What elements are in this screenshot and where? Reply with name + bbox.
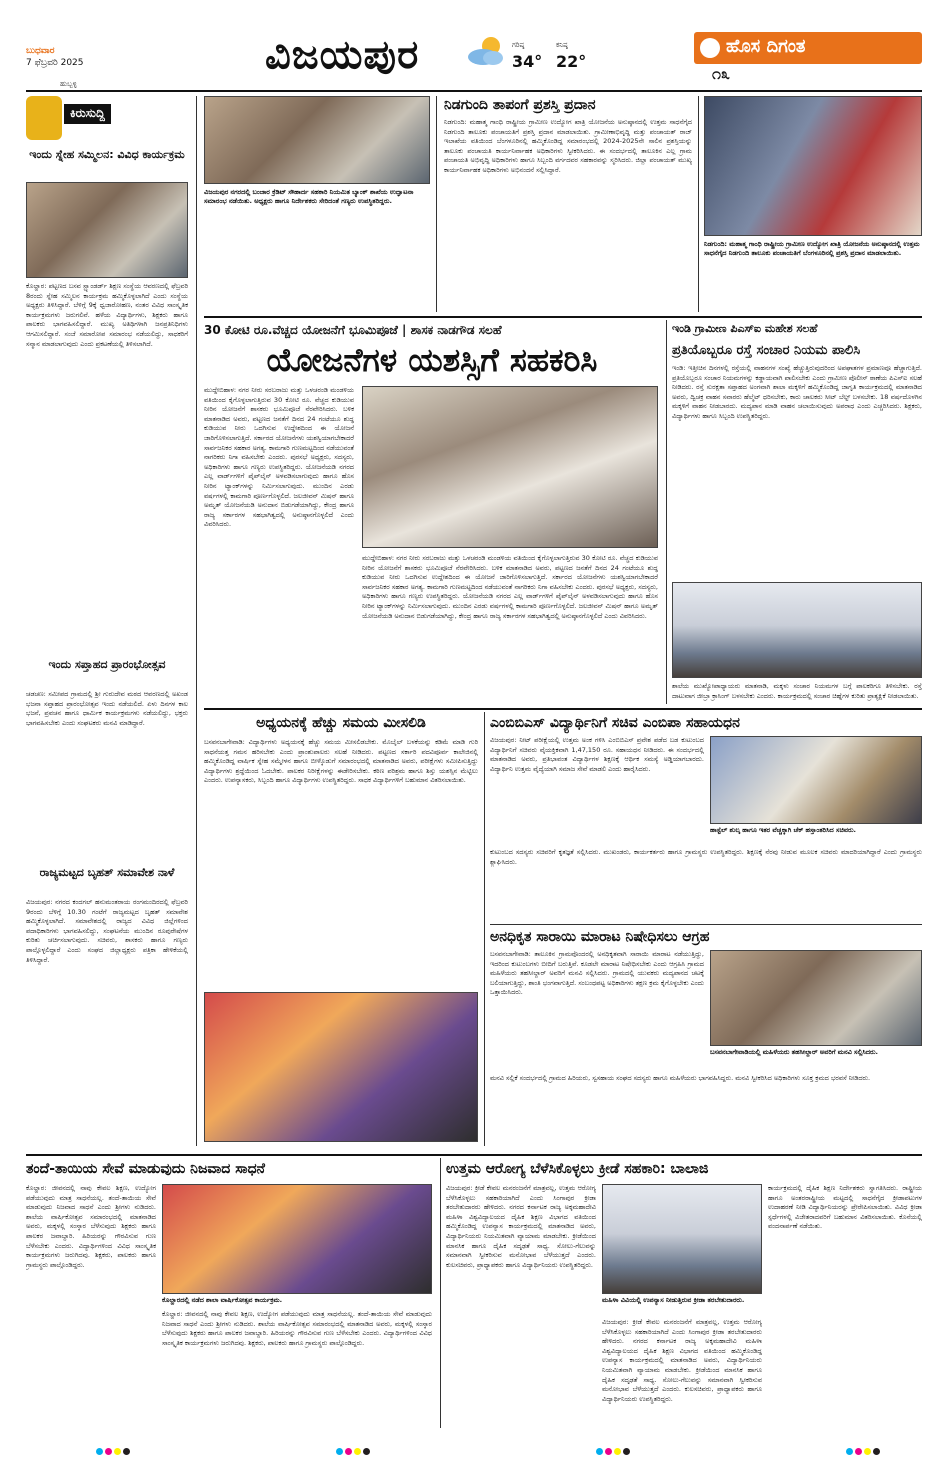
kirusuddi-banner [26, 96, 116, 142]
mbbs-photo [710, 736, 922, 824]
lead-text-left: ಮುದ್ದೇಬಿಹಾಳ: ನಗರ ನೀರು ಸರಬರಾಜು ಮತ್ತು ಒಳಚರಂಡಿ ಮಂಡಳಿಯ ವತಿಯಿಂದ ಕೈಗೊಳ್ಳಲಾಗುತ್ತಿರುವ 30 ಕೋಟಿ ರೂ. ವೆಚ್ಚದ ಕುಡಿಯುವ ನೀರಿನ ಯೋಜನೆಗೆ ಶಾಸಕರು ಭೂಮಿಪೂಜೆ ನೆರವೇರಿಸಿದರು. ಬಳಿಕ ಮಾತನಾಡಿದ ಅವರು, ಪಟ್ಟಣದ ಜನತೆಗೆ ದಿನದ 24 ಗಂಟೆಯೂ ಶುದ್ಧ ಕುಡಿಯುವ ನೀರು ಒದಗಿಸುವ ಉದ್ದೇಶದಿಂದ ಈ ಯೋಜನೆ ಜಾರಿಗೊಳಿಸಲಾಗುತ್ತಿದೆ. ಸರ್ಕಾರದ ಯೋಜನೆಗಳು ಯಶಸ್ವಿಯಾಗಬೇಕಾದರೆ ಸಾರ್ವಜನಿಕರ ಸಹಕಾರ ಅಗತ್ಯ. ಕಾಮಗಾರಿ ಗುಣಮಟ್ಟದಿಂದ ನಡೆಯುವಂತೆ ನಾಗರಿಕರು ನಿಗಾ ವಹಿಸಬೇಕು ಎಂದರು. ಪುರಸಭೆ ಅಧ್ಯಕ್ಷರು, ಸದಸ್ಯರು, ಅಧಿಕಾರಿಗಳು ಹಾಗೂ ಗಣ್ಯರು ಉಪಸ್ಥಿತರಿದ್ದರು. ಯೋಜನೆಯಡಿ ನಗರದ ಎಲ್ಲ ವಾರ್ಡ್‌ಗಳಿಗೆ ಪೈಪ್‌ಲೈನ್ ಅಳವಡಿಸಲಾಗುವುದು ಹಾಗೂ ಹೊಸ ನೀರಿನ ಟ್ಯಾಂಕ್‌ಗಳನ್ನು ನಿರ್ಮಿಸಲಾಗುವುದು. ಮುಂದಿನ ಎರಡು ವರ್ಷಗಳಲ್ಲಿ ಕಾಮಗಾರಿ ಪೂರ್ಣಗೊಳ್ಳಲಿದೆ. ಜಲಜೀವನ್ ಮಿಷನ್ ಹಾಗೂ ಅಮೃತ್ ಯೋಜನೆಯಡಿ ಅನುದಾನ ಬಿಡುಗಡೆಯಾಗಿದ್ದು, ಕೇಂದ್ರ ಹಾಗೂ ರಾಜ್ಯ ಸರ್ಕಾರಗಳ ಸಹಭಾಗಿತ್ವದಲ್ಲಿ ಅನುಷ್ಠಾನಗೊಳ್ಳಲಿದೆ ಎಂದು ವಿವರಿಸಿದರು. [204, 386, 354, 529]
kirusuddi-item2-text: ಚಡಚಣ: ಸಮೀಪದ ಗ್ರಾಮದಲ್ಲಿ ಶ್ರೀ ಗುರುದೇವ ಮಠದ ಆವರಣದಲ್ಲಿ ಅಖಂಡ ಭಜನಾ ಸಪ್ತಾಹದ ಪ್ರಾರಂಭೋತ್ಸವ ಇಂದು ನಡೆಯಲಿದೆ. ಏಳು ದಿನಗಳ ಕಾಲ ಭಜನೆ, ಪ್ರವಚನ ಹಾಗೂ ಧಾರ್ಮಿಕ ಕಾರ್ಯಕ್ರಮಗಳು ನಡೆಯಲಿದ್ದು, ಭಕ್ತರು ಭಾಗವಹಿಸಬೇಕು ಎಂದು ಸಂಘಟಕರು ಮನವಿ ಮಾಡಿದ್ದಾರೆ. [26, 690, 188, 727]
temp-max: 34° [512, 52, 543, 71]
right-headline: ಪ್ರತಿಯೊಬ್ಬರೂ ರಸ್ತೆ ಸಂಚಾರ ನಿಯಮ ಪಾಲಿಸಿ [672, 343, 861, 358]
bottom-left-headline: ತಂದೆ-ತಾಯಿಯ ಸೇವೆ ಮಾಡುವುದು ನಿಜವಾದ ಸಾಧನೆ [26, 1161, 265, 1177]
mbbs-text: ವಿಜಯಪುರ: ನೀಟ್ ಪರೀಕ್ಷೆಯಲ್ಲಿ ಉತ್ತಮ ಅಂಕ ಗಳಿಸಿ ಎಂಬಿಬಿಎಸ್ ಪ್ರವೇಶ ಪಡೆದ ಬಡ ಕುಟುಂಬದ ವಿದ್ಯಾರ್ಥಿನಿಗೆ ಸಚಿವರು ವೈಯಕ್ತಿಕವಾಗಿ 1,47,150 ರೂ. ಸಹಾಯಧನ ನೀಡಿದರು. ಈ ಸಂದರ್ಭದಲ್ಲಿ ಮಾತನಾಡಿದ ಅವರು, ಪ್ರತಿಭಾವಂತ ವಿದ್ಯಾರ್ಥಿಗಳ ಶಿಕ್ಷಣಕ್ಕೆ ಆರ್ಥಿಕ ಸಮಸ್ಯೆ ಅಡ್ಡಿಯಾಗಬಾರದು. ವಿದ್ಯಾರ್ಥಿನಿ ಉತ್ತಮ ವೈದ್ಯೆಯಾಗಿ ಸಮಾಜ ಸೇವೆ ಮಾಡಲಿ ಎಂದು ಹಾರೈಸಿದರು. [490, 736, 704, 773]
registration-marks-left [96, 1440, 132, 1459]
section-rule [490, 924, 922, 925]
liquor-text2: ಮನವಿ ಸಲ್ಲಿಕೆ ಸಂದರ್ಭದಲ್ಲಿ ಗ್ರಾಮದ ಹಿರಿಯರು, ಸ್ವಸಹಾಯ ಸಂಘದ ಸದಸ್ಯರು ಹಾಗೂ ಮಹಿಳೆಯರು ಭಾಗವಹಿಸಿದ್ದರು. ಮನವಿ ಸ್ವೀಕರಿಸಿದ ಅಧಿಕಾರಿಗಳು ಸೂಕ್ತ ಕ್ರಮದ ಭರವಸೆ ನೀಡಿದರು. [490, 1074, 871, 1082]
lead-text-right: ಮುದ್ದೇಬಿಹಾಳ: ನಗರ ನೀರು ಸರಬರಾಜು ಮತ್ತು ಒಳಚರಂಡಿ ಮಂಡಳಿಯ ವತಿಯಿಂದ ಕೈಗೊಳ್ಳಲಾಗುತ್ತಿರುವ 30 ಕೋಟಿ ರೂ. ವೆಚ್ಚದ ಕುಡಿಯುವ ನೀರಿನ ಯೋಜನೆಗೆ ಶಾಸಕರು ಭೂಮಿಪೂಜೆ ನೆರವೇರಿಸಿದರು. ಬಳಿಕ ಮಾತನಾಡಿದ ಅವರು, ಪಟ್ಟಣದ ಜನತೆಗೆ ದಿನದ 24 ಗಂಟೆಯೂ ಶುದ್ಧ ಕುಡಿಯುವ ನೀರು ಒದಗಿಸುವ ಉದ್ದೇಶದಿಂದ ಈ ಯೋಜನೆ ಜಾರಿಗೊಳಿಸಲಾಗುತ್ತಿದೆ. ಸರ್ಕಾರದ ಯೋಜನೆಗಳು ಯಶಸ್ವಿಯಾಗಬೇಕಾದರೆ ಸಾರ್ವಜನಿಕರ ಸಹಕಾರ ಅಗತ್ಯ. ಕಾಮಗಾರಿ ಗುಣಮಟ್ಟದಿಂದ ನಡೆಯುವಂತೆ ನಾಗರಿಕರು ನಿಗಾ ವಹಿಸಬೇಕು ಎಂದರು. ಪುರಸಭೆ ಅಧ್ಯಕ್ಷರು, ಸದಸ್ಯರು, ಅಧಿಕಾರಿಗಳು ಹಾಗೂ ಗಣ್ಯರು ಉಪಸ್ಥಿತರಿದ್ದರು. ಯೋಜನೆಯಡಿ ನಗರದ ಎಲ್ಲ ವಾರ್ಡ್‌ಗಳಿಗೆ ಪೈಪ್‌ಲೈನ್ ಅಳವಡಿಸಲಾಗುವುದು ಹಾಗೂ ಹೊಸ ನೀರಿನ ಟ್ಯಾಂಕ್‌ಗಳನ್ನು ನಿರ್ಮಿಸಲಾಗುವುದು. ಮುಂದಿನ ಎರಡು ವರ್ಷಗಳಲ್ಲಿ ಕಾಮಗಾರಿ ಪೂರ್ಣಗೊಳ್ಳಲಿದೆ. ಜಲಜೀವನ್ ಮಿಷನ್ ಹಾಗೂ ಅಮೃತ್ ಯೋಜನೆಯಡಿ ಅನುದಾನ ಬಿಡುಗಡೆಯಾಗಿದ್ದು, ಕೇಂದ್ರ ಹಾಗೂ ರಾಜ್ಯ ಸರ್ಕಾರಗಳ ಸಹಭಾಗಿತ್ವದಲ್ಲಿ ಅನುಷ್ಠಾನಗೊಳ್ಳಲಿದೆ ಎಂದು ವಿವರಿಸಿದರು. [362, 554, 658, 620]
liquor-story [490, 926, 922, 1146]
right-photo [672, 582, 922, 678]
bottom-right-story [446, 1158, 922, 1428]
kirusuddi-item1-text: ಕೊಲ್ಹಾರ: ಪಟ್ಟಣದ ಬಸವ ಸ್ಟ್ಯಾಂಡರ್ಡ್ ಶಿಕ್ಷಣ ಸಂಸ್ಥೆಯ ಆವರಣದಲ್ಲಿ ಫೆಬ್ರವರಿ 8ರಂದು ಸ್ನೇಹ ಸಮ್ಮಿಲನ ಕಾರ್ಯಕ್ರಮ ಹಮ್ಮಿಕೊಳ್ಳಲಾಗಿದೆ ಎಂದು ಸಂಸ್ಥೆಯ ಅಧ್ಯಕ್ಷರು ತಿಳಿಸಿದ್ದಾರೆ. ಬೆಳಿಗ್ಗೆ 9ಕ್ಕೆ ಧ್ವಜಾರೋಹಣ, ನಂತರ ವಿವಿಧ ಸಾಂಸ್ಕೃತಿಕ ಕಾರ್ಯಕ್ರಮಗಳು ಜರುಗಲಿವೆ. ಹಳೆಯ ವಿದ್ಯಾರ್ಥಿಗಳು, ಶಿಕ್ಷಕರು ಹಾಗೂ ಪಾಲಕರು ಭಾಗವಹಿಸಲಿದ್ದಾರೆ. ಮುಖ್ಯ ಅತಿಥಿಗಳಾಗಿ ಜನಪ್ರತಿನಿಧಿಗಳು ಆಗಮಿಸಲಿದ್ದಾರೆ. ಸಂಜೆ ಸಮಾರೋಪ ಸಮಾರಂಭ ನಡೆಯಲಿದ್ದು, ಸಾಧಕರಿಗೆ ಸನ್ಮಾನ ಮಾಡಲಾಗುವುದು ಎಂದು ಪ್ರಕಟಣೆಯಲ್ಲಿ ತಿಳಿಸಲಾಗಿದೆ. [26, 282, 188, 348]
registration-dot [605, 1448, 612, 1455]
registration-dot [96, 1448, 103, 1455]
registration-dot [596, 1448, 603, 1455]
registration-marks-center-left [336, 1440, 372, 1459]
brand-name: ಹೊಸ ದಿಗಂತ [726, 36, 806, 57]
story-b-photo [704, 96, 922, 236]
lead-headline: ಯೋಜನೆಗಳ ಯಶಸ್ಸಿಗೆ ಸಹಕರಿಸಿ [266, 341, 598, 379]
registration-dot [345, 1448, 352, 1455]
registration-dot [614, 1448, 621, 1455]
registration-dot [846, 1448, 853, 1455]
bottom-right-photo-caption: ಮಹಿಳಾ ವಿವಿಯಲ್ಲಿ ಉಪನ್ಯಾಸ ನೀಡುತ್ತಿರುವ ಕ್ರೀಡಾ ತರಬೇತುದಾರರು. [602, 1296, 745, 1304]
column-rule [196, 96, 197, 1146]
page-number: ೧೩ [712, 64, 730, 83]
right-text: ಇಂಡಿ: ಇತ್ತೀಚಿನ ದಿನಗಳಲ್ಲಿ ರಸ್ತೆಯಲ್ಲಿ ವಾಹನಗಳ ಸಂಖ್ಯೆ ಹೆಚ್ಚುತ್ತಿರುವುದರಿಂದ ಅಪಘಾತಗಳ ಪ್ರಮಾಣವೂ ಹೆಚ್ಚಾಗುತ್ತಿದೆ. ಪ್ರತಿಯೊಬ್ಬರೂ ಸಂಚಾರ ನಿಯಮಗಳನ್ನು ಕಡ್ಡಾಯವಾಗಿ ಪಾಲಿಸಬೇಕು ಎಂದು ಗ್ರಾಮೀಣ ಪೊಲೀಸ್ ಠಾಣೆಯ ಪಿಎಸ್‌ಐ ಸಲಹೆ ನೀಡಿದರು. ರಸ್ತೆ ಸುರಕ್ಷತಾ ಸಪ್ತಾಹದ ಅಂಗವಾಗಿ ಶಾಲಾ ಮಕ್ಕಳಿಗೆ ಹಮ್ಮಿಕೊಂಡಿದ್ದ ಜಾಗೃತಿ ಕಾರ್ಯಕ್ರಮದಲ್ಲಿ ಮಾತನಾಡಿದ ಅವರು, ದ್ವಿಚಕ್ರ ವಾಹನ ಸವಾರರು ಹೆಲ್ಮೆಟ್ ಧರಿಸಬೇಕು, ಕಾರು ಚಾಲಕರು ಸೀಟ್ ಬೆಲ್ಟ್ ಬಳಸಬೇಕು. 18 ವರ್ಷದೊಳಗಿನ ಮಕ್ಕಳಿಗೆ ವಾಹನ ನೀಡಬಾರದು. ಮದ್ಯಪಾನ ಮಾಡಿ ವಾಹನ ಚಲಾಯಿಸುವುದು ಅಪರಾಧ ಎಂದು ಎಚ್ಚರಿಸಿದರು. ಶಿಕ್ಷಕರು, ವಿದ್ಯಾರ್ಥಿಗಳು ಹಾಗೂ ಸಿಬ್ಬಂದಿ ಉಪಸ್ಥಿತರಿದ್ದರು. [672, 364, 922, 420]
column-rule [666, 320, 667, 704]
bottom-right-headline: ಉತ್ತಮ ಆರೋಗ್ಯ ಬೆಳೆಸಿಕೊಳ್ಳಲು ಕ್ರೀಡೆ ಸಹಕಾರಿ: ಬಾಲಾಜಿ [446, 1161, 709, 1177]
edition-label: ಹುಬ್ಬಳ್ಳಿ [60, 80, 77, 88]
story-a-photo [204, 96, 430, 184]
kirusuddi-column [26, 96, 188, 1146]
story-b-text: ನಿಡಗುಂದಿ: ಮಹಾತ್ಮ ಗಾಂಧಿ ರಾಷ್ಟ್ರೀಯ ಗ್ರಾಮೀಣ ಉದ್ಯೋಗ ಖಾತ್ರಿ ಯೋಜನೆಯ ಅನುಷ್ಠಾನದಲ್ಲಿ ಉತ್ತಮ ಸಾಧನೆಗೈದ ನಿಡಗುಂದಿ ತಾಲೂಕು ಪಂಚಾಯತಿಗೆ ಪ್ರಶಸ್ತಿ ಪ್ರದಾನ ಮಾಡಲಾಯಿತು. ಗ್ರಾಮೀಣಾಭಿವೃದ್ಧಿ ಮತ್ತು ಪಂಚಾಯತ್ ರಾಜ್ ಇಲಾಖೆಯ ವತಿಯಿಂದ ಬೆಂಗಳೂರಿನಲ್ಲಿ ಹಮ್ಮಿಕೊಂಡಿದ್ದ ಸಮಾರಂಭದಲ್ಲಿ 2024-2025ನೇ ಸಾಲಿನ ಪ್ರಶಸ್ತಿಯನ್ನು ತಾಲೂಕು ಪಂಚಾಯತಿ ಕಾರ್ಯನಿರ್ವಾಹಕ ಅಧಿಕಾರಿಗಳು ಸ್ವೀಕರಿಸಿದರು. ಈ ಸಂದರ್ಭದಲ್ಲಿ ತಾಲೂಕಿನ ಎಲ್ಲ ಗ್ರಾಮ ಪಂಚಾಯತಿ ಅಭಿವೃದ್ಧಿ ಅಧಿಕಾರಿಗಳು ಹಾಗೂ ಸಿಬ್ಬಂದಿ ವರ್ಗದವರ ಸಹಕಾರವನ್ನು ಸ್ಮರಿಸಿದರು. ಜಿಲ್ಲಾ ಪಂಚಾಯತ್ ಮುಖ್ಯ ಕಾರ್ಯನಿರ್ವಾಹಕ ಅಧಿಕಾರಿಗಳು ಅಭಿನಂದನೆ ಸಲ್ಲಿಸಿದ್ದಾರೆ. [444, 118, 692, 174]
story-a-caption: ವಿಜಯಪುರ ನಗರದಲ್ಲಿ ಬಂಜಾರ ಕ್ರೆಡಿಟ್ ಸೌಹಾರ್ದ ಸಹಕಾರಿ ನಿಯಮಿತ ಬ್ಯಾಂಕ್ ಶಾಖೆಯ ಉದ್ಘಾಟನಾ ಸಮಾರಂಭ ನಡೆಯಿತು. ಅಧ್ಯಕ್ಷರು ಹಾಗೂ ನಿರ್ದೇಶಕರು ಸೇರಿದಂತೆ ಗಣ್ಯರು ಉಪಸ್ಥಿತರಿದ್ದರು. [204, 188, 414, 205]
column-rule [698, 96, 699, 312]
weather-icon [465, 34, 509, 68]
bottom-right-text2: ಕಾರ್ಯಕ್ರಮದಲ್ಲಿ ದೈಹಿಕ ಶಿಕ್ಷಣ ನಿರ್ದೇಶಕರು ಸ್ವಾಗತಿಸಿದರು. ರಾಷ್ಟ್ರೀಯ ಹಾಗೂ ಅಂತರರಾಷ್ಟ್ರೀಯ ಮಟ್ಟದಲ್ಲಿ ಸಾಧನೆಗೈದ ಕ್ರೀಡಾಪಟುಗಳ ಉದಾಹರಣೆ ನೀಡಿ ವಿದ್ಯಾರ್ಥಿನಿಯರನ್ನು ಪ್ರೇರೇಪಿಸಲಾಯಿತು. ವಿವಿಧ ಕ್ರೀಡಾ ಸ್ಪರ್ಧೆಗಳಲ್ಲಿ ವಿಜೇತರಾದವರಿಗೆ ಬಹುಮಾನ ವಿತರಿಸಲಾಯಿತು. ಕೊನೆಯಲ್ಲಿ ವಂದನಾರ್ಪಣೆ ನಡೆಯಿತು. [768, 1184, 922, 1231]
liquor-headline: ಅನಧಿಕೃತ ಸಾರಾಯಿ ಮಾರಾಟ ನಿಷೇಧಿಸಲು ಆಗ್ರಹ [490, 929, 710, 945]
column-rule [436, 96, 437, 312]
temp-min: 22° [556, 52, 587, 71]
column-rule [484, 712, 485, 1146]
registration-dot [873, 1448, 880, 1455]
registration-marks-right [846, 1440, 882, 1459]
kirusuddi-item3-text: ವಿಜಯಪುರ: ನಗರದ ಕಂದಗಲ್ ಹನುಮಂತರಾಯ ರಂಗಮಂದಿರದಲ್ಲಿ ಫೆಬ್ರವರಿ 9ರಂದು ಬೆಳಿಗ್ಗೆ 10.30 ಗಂಟೆಗೆ ರಾಜ್ಯಮಟ್ಟದ ಬೃಹತ್ ಸಮಾವೇಶ ಹಮ್ಮಿಕೊಳ್ಳಲಾಗಿದೆ. ಸಮಾವೇಶದಲ್ಲಿ ರಾಜ್ಯದ ವಿವಿಧ ಜಿಲ್ಲೆಗಳಿಂದ ಪದಾಧಿಕಾರಿಗಳು ಭಾಗವಹಿಸಲಿದ್ದು, ಸಂಘಟನೆಯ ಮುಂದಿನ ರೂಪುರೇಷೆಗಳ ಕುರಿತು ಚರ್ಚಿಸಲಾಗುವುದು. ಸಚಿವರು, ಶಾಸಕರು ಹಾಗೂ ಗಣ್ಯರು ಪಾಲ್ಗೊಳ್ಳಲಿದ್ದಾರೆ ಎಂದು ಸಂಘದ ಜಿಲ್ಲಾಧ್ಯಕ್ಷರು ಪತ್ರಿಕಾ ಹೇಳಿಕೆಯಲ್ಲಿ ತಿಳಿಸಿದ್ದಾರೆ. [26, 898, 188, 964]
registration-dot [855, 1448, 862, 1455]
registration-dot [123, 1448, 130, 1455]
lead-kicker: 30 ಕೋಟಿ ರೂ.ವೆಚ್ಚದ ಯೋಜನೆಗೆ ಭೂಮಿಪೂಜೆ | ಶಾಸಕ ನಾಡಗೌಡ ಸಲಹೆ [204, 323, 502, 337]
mbbs-story [490, 712, 922, 922]
liquor-photo [710, 950, 922, 1046]
right-story [672, 320, 922, 704]
study-photo [204, 992, 478, 1142]
registration-dot [363, 1448, 370, 1455]
liquor-photo-caption: ಬಸವನಬಾಗೇವಾಡಿಯಲ್ಲಿ ಮಹಿಳೆಯರು ತಹಸೀಲ್ದಾರ್ ಅವರಿಗೆ ಮನವಿ ಸಲ್ಲಿಸಿದರು. [710, 1048, 879, 1056]
section-rule [204, 708, 922, 710]
bottom-left-photo-caption: ಕೊಲ್ಹಾರದಲ್ಲಿ ನಡೆದ ಶಾಲಾ ವಾರ್ಷಿಕೋತ್ಸವ ಕಾರ್ಯಕ್ರಮ. [162, 1296, 283, 1304]
date-label: 7 ಫೆಬ್ರವರಿ 2025 [26, 58, 84, 68]
registration-dot [864, 1448, 871, 1455]
masthead [0, 0, 945, 92]
hand-icon [26, 96, 62, 140]
registration-dot [623, 1448, 630, 1455]
mbbs-headline: ಎಂಬಿಬಿಎಸ್ ವಿದ್ಯಾರ್ಥಿನಿಗೆ ಸಚಿವ ಎಂಬಿಪಾ ಸಹಾಯಧನ [490, 715, 740, 731]
bottom-right-photo [602, 1184, 762, 1294]
masthead-rule [26, 90, 922, 92]
lamp-icon [700, 38, 720, 58]
city-title: ವಿಜಯಪುರ [265, 32, 420, 78]
bottom-left-story [26, 1158, 432, 1428]
story-b-photo-caption: ನಿಡಗುಂದಿ: ಮಹಾತ್ಮ ಗಾಂಧಿ ರಾಷ್ಟ್ರೀಯ ಗ್ರಾಮೀಣ ಉದ್ಯೋಗ ಖಾತ್ರಿ ಯೋಜನೆಯ ಅನುಷ್ಠಾನದಲ್ಲಿ ಉತ್ತಮ ಸಾಧನೆಗೈದ ನಿಡಗುಂದಿ ತಾಲೂಕು ಪಂಚಾಯತಿಗೆ ಬೆಂಗಳೂರಿನಲ್ಲಿ ಪ್ರಶಸ್ತಿ ಪ್ರದಾನ ಮಾಡಲಾಯಿತು. [704, 240, 920, 257]
column-rule [440, 1158, 441, 1428]
kirusuddi-item3-title: ರಾಜ್ಯಮಟ್ಟದ ಬೃಹತ್ ಸಮಾವೇಶ ನಾಳೆ [39, 866, 175, 879]
bottom-right-text: ವಿಜಯಪುರ: ಕ್ರೀಡೆ ಕೇವಲ ಮನರಂಜನೆಗೆ ಮಾತ್ರವಲ್ಲ, ಉತ್ತಮ ಆರೋಗ್ಯ ಬೆಳೆಸಿಕೊಳ್ಳಲು ಸಹಕಾರಿಯಾಗಿದೆ ಎಂದು ಸಿಂಗಾಪುರ ಕ್ರೀಡಾ ತರಬೇತುದಾರರು ಹೇಳಿದರು. ನಗರದ ಕರ್ನಾಟಕ ರಾಜ್ಯ ಅಕ್ಕಮಹಾದೇವಿ ಮಹಿಳಾ ವಿಶ್ವವಿದ್ಯಾಲಯದ ದೈಹಿಕ ಶಿಕ್ಷಣ ವಿಭಾಗದ ವತಿಯಿಂದ ಹಮ್ಮಿಕೊಂಡಿದ್ದ ಉಪನ್ಯಾಸ ಕಾರ್ಯಕ್ರಮದಲ್ಲಿ ಮಾತನಾಡಿದ ಅವರು, ವಿದ್ಯಾರ್ಥಿನಿಯರು ನಿಯಮಿತವಾಗಿ ವ್ಯಾಯಾಮ ಮಾಡಬೇಕು. ಕ್ರೀಡೆಯಿಂದ ಮಾನಸಿಕ ಹಾಗೂ ದೈಹಿಕ ಸದೃಢತೆ ಸಾಧ್ಯ. ಸೋಲು-ಗೆಲುವನ್ನು ಸಮಾನವಾಗಿ ಸ್ವೀಕರಿಸುವ ಮನೋಭಾವ ಬೆಳೆಯುತ್ತದೆ ಎಂದರು. ಕುಲಸಚಿವರು, ಪ್ರಾಧ್ಯಾಪಕರು ಹಾಗೂ ವಿದ್ಯಾರ್ಥಿನಿಯರು ಉಪಸ್ಥಿತರಿದ್ದರು. [446, 1184, 596, 1269]
registration-dot [336, 1448, 343, 1455]
lead-photo [362, 386, 658, 548]
study-headline: ಅಧ್ಯಯನಕ್ಕೆ ಹೆಚ್ಚು ಸಮಯ ಮೀಸಲಿಡಿ [256, 715, 426, 731]
registration-dot [105, 1448, 112, 1455]
bottom-left-text: ಕೊಲ್ಹಾರ: ಜೀವನದಲ್ಲಿ ನಾವು ಕೇವಲ ಶಿಕ್ಷಣ, ಉದ್ಯೋಗ ಪಡೆಯುವುದು ಮಾತ್ರ ಸಾಧನೆಯಲ್ಲ. ತಂದೆ-ತಾಯಿಯ ಸೇವೆ ಮಾಡುವುದು ನಿಜವಾದ ಸಾಧನೆ ಎಂದು ಶ್ರೀಗಳು ನುಡಿದರು. ಶಾಲೆಯ ವಾರ್ಷಿಕೋತ್ಸವ ಸಮಾರಂಭದಲ್ಲಿ ಮಾತನಾಡಿದ ಅವರು, ಮಕ್ಕಳಲ್ಲಿ ಸಂಸ್ಕಾರ ಬೆಳೆಸುವುದು ಶಿಕ್ಷಕರು ಹಾಗೂ ಪಾಲಕರ ಜವಾಬ್ದಾರಿ. ಹಿರಿಯರನ್ನು ಗೌರವಿಸುವ ಗುಣ ಬೆಳೆಸಬೇಕು ಎಂದರು. ವಿದ್ಯಾರ್ಥಿಗಳಿಂದ ವಿವಿಧ ಸಾಂಸ್ಕೃತಿಕ ಕಾರ್ಯಕ್ರಮಗಳು ಜರುಗಿದವು. ಶಿಕ್ಷಕರು, ಪಾಲಕರು ಹಾಗೂ ಗ್ರಾಮಸ್ಥರು ಪಾಲ್ಗೊಂಡಿದ್ದರು. [26, 1184, 156, 1269]
kirusuddi-item1-photo [26, 182, 188, 278]
brand-logo [694, 32, 922, 64]
temp-max-label: ಗರಿಷ್ಠ [512, 41, 525, 49]
lead-story [204, 320, 660, 704]
temp-min-label: ಕನಿಷ್ಠ [556, 41, 568, 49]
mbbs-text2: ಕುಟುಂಬದ ಸದಸ್ಯರು ಸಚಿವರಿಗೆ ಕೃತಜ್ಞತೆ ಸಲ್ಲಿಸಿದರು. ಮುಖಂಡರು, ಕಾರ್ಯಕರ್ತರು ಹಾಗೂ ಗ್ರಾಮಸ್ಥರು ಉಪಸ್ಥಿತರಿದ್ದರು. ಶಿಕ್ಷಣಕ್ಕೆ ನೆರವು ನೀಡುವ ಮೂಲಕ ಸಚಿವರು ಮಾದರಿಯಾಗಿದ್ದಾರೆ ಎಂದು ಗ್ರಾಮಸ್ಥರು ಶ್ಲಾಘಿಸಿದರು. [490, 848, 922, 866]
right-text2: ಶಾಲೆಯ ಮುಖ್ಯೋಪಾಧ್ಯಾಯರು ಮಾತನಾಡಿ, ಮಕ್ಕಳು ಸಂಚಾರ ನಿಯಮಗಳ ಬಗ್ಗೆ ಪಾಲಕರಿಗೂ ತಿಳಿಸಬೇಕು. ರಸ್ತೆ ದಾಟುವಾಗ ಜೀಬ್ರಾ ಕ್ರಾಸಿಂಗ್ ಬಳಸಬೇಕು ಎಂದರು. ಕಾರ್ಯಕ್ರಮದಲ್ಲಿ ಸಂಚಾರ ಚಿಹ್ನೆಗಳ ಕುರಿತು ಪ್ರಾತ್ಯಕ್ಷಿಕೆ ನೀಡಲಾಯಿತು. [672, 682, 922, 700]
kirusuddi-item2-title: ಇಂದು ಸಪ್ತಾಹದ ಪ್ರಾರಂಭೋತ್ಸವ [48, 658, 166, 671]
bottom-right-text-mid: ವಿಜಯಪುರ: ಕ್ರೀಡೆ ಕೇವಲ ಮನರಂಜನೆಗೆ ಮಾತ್ರವಲ್ಲ, ಉತ್ತಮ ಆರೋಗ್ಯ ಬೆಳೆಸಿಕೊಳ್ಳಲು ಸಹಕಾರಿಯಾಗಿದೆ ಎಂದು ಸಿಂಗಾಪುರ ಕ್ರೀಡಾ ತರಬೇತುದಾರರು ಹೇಳಿದರು. ನಗರದ ಕರ್ನಾಟಕ ರಾಜ್ಯ ಅಕ್ಕಮಹಾದೇವಿ ಮಹಿಳಾ ವಿಶ್ವವಿದ್ಯಾಲಯದ ದೈಹಿಕ ಶಿಕ್ಷಣ ವಿಭಾಗದ ವತಿಯಿಂದ ಹಮ್ಮಿಕೊಂಡಿದ್ದ ಉಪನ್ಯಾಸ ಕಾರ್ಯಕ್ರಮದಲ್ಲಿ ಮಾತನಾಡಿದ ಅವರು, ವಿದ್ಯಾರ್ಥಿನಿಯರು ನಿಯಮಿತವಾಗಿ ವ್ಯಾಯಾಮ ಮಾಡಬೇಕು. ಕ್ರೀಡೆಯಿಂದ ಮಾನಸಿಕ ಹಾಗೂ ದೈಹಿಕ ಸದೃಢತೆ ಸಾಧ್ಯ. ಸೋಲು-ಗೆಲುವನ್ನು ಸಮಾನವಾಗಿ ಸ್ವೀಕರಿಸುವ ಮನೋಭಾವ ಬೆಳೆಯುತ್ತದೆ ಎಂದರು. ಕುಲಸಚಿವರು, ಪ್ರಾಧ್ಯಾಪಕರು ಹಾಗೂ ವಿದ್ಯಾರ್ಥಿನಿಯರು ಉಪಸ್ಥಿತರಿದ್ದರು. [602, 1318, 762, 1403]
study-story [204, 712, 478, 1146]
section-rule [204, 316, 922, 318]
registration-dot [114, 1448, 121, 1455]
kirusuddi-label: ಕಿರುಸುದ್ದಿ [64, 104, 111, 124]
story-b-headline: ನಿಡಗುಂದಿ ತಾಪಂಗೆ ಪ್ರಶಸ್ತಿ ಪ್ರದಾನ [444, 97, 596, 113]
bottom-left-photo [162, 1184, 432, 1294]
day-label: ಬುಧವಾರ [26, 46, 55, 56]
section-rule [26, 1154, 922, 1156]
registration-dot [354, 1448, 361, 1455]
bottom-left-text2: ಕೊಲ್ಹಾರ: ಜೀವನದಲ್ಲಿ ನಾವು ಕೇವಲ ಶಿಕ್ಷಣ, ಉದ್ಯೋಗ ಪಡೆಯುವುದು ಮಾತ್ರ ಸಾಧನೆಯಲ್ಲ. ತಂದೆ-ತಾಯಿಯ ಸೇವೆ ಮಾಡುವುದು ನಿಜವಾದ ಸಾಧನೆ ಎಂದು ಶ್ರೀಗಳು ನುಡಿದರು. ಶಾಲೆಯ ವಾರ್ಷಿಕೋತ್ಸವ ಸಮಾರಂಭದಲ್ಲಿ ಮಾತನಾಡಿದ ಅವರು, ಮಕ್ಕಳಲ್ಲಿ ಸಂಸ್ಕಾರ ಬೆಳೆಸುವುದು ಶಿಕ್ಷಕರು ಹಾಗೂ ಪಾಲಕರ ಜವಾಬ್ದಾರಿ. ಹಿರಿಯರನ್ನು ಗೌರವಿಸುವ ಗುಣ ಬೆಳೆಸಬೇಕು ಎಂದರು. ವಿದ್ಯಾರ್ಥಿಗಳಿಂದ ವಿವಿಧ ಸಾಂಸ್ಕೃತಿಕ ಕಾರ್ಯಕ್ರಮಗಳು ಜರುಗಿದವು. ಶಿಕ್ಷಕರು, ಪಾಲಕರು ಹಾಗೂ ಗ್ರಾಮಸ್ಥರು ಪಾಲ್ಗೊಂಡಿದ್ದರು. [162, 1310, 432, 1347]
study-text: ಬಸವನಬಾಗೇವಾಡಿ: ವಿದ್ಯಾರ್ಥಿಗಳು ಅಧ್ಯಯನಕ್ಕೆ ಹೆಚ್ಚು ಸಮಯ ಮೀಸಲಿಡಬೇಕು. ಮೊಬೈಲ್ ಬಳಕೆಯನ್ನು ಕಡಿಮೆ ಮಾಡಿ ಗುರಿ ಸಾಧನೆಯತ್ತ ಗಮನ ಹರಿಸಬೇಕು ಎಂದು ಪ್ರಾಂಶುಪಾಲರು ಸಲಹೆ ನೀಡಿದರು. ಪಟ್ಟಣದ ಸರ್ಕಾರಿ ಪದವಿಪೂರ್ವ ಕಾಲೇಜಿನಲ್ಲಿ ಹಮ್ಮಿಕೊಂಡಿದ್ದ ವಾರ್ಷಿಕ ಸ್ನೇಹ ಸಮ್ಮೇಳನ ಹಾಗೂ ಬೀಳ್ಕೊಡುಗೆ ಸಮಾರಂಭದಲ್ಲಿ ಮಾತನಾಡಿದ ಅವರು, ಪರೀಕ್ಷೆಗಳು ಸಮೀಪಿಸುತ್ತಿದ್ದು ವಿದ್ಯಾರ್ಥಿಗಳು ಶ್ರದ್ಧೆಯಿಂದ ಓದಬೇಕು. ಪಾಲಕರ ನಿರೀಕ್ಷೆಗಳನ್ನು ಈಡೇರಿಸಬೇಕು. ಕಠಿಣ ಪರಿಶ್ರಮ ಹಾಗೂ ಶಿಸ್ತು ಯಶಸ್ಸಿನ ಮೆಟ್ಟಿಲು ಎಂದರು. ಉಪನ್ಯಾಸಕರು, ಸಿಬ್ಬಂದಿ ಹಾಗೂ ವಿದ್ಯಾರ್ಥಿಗಳು ಉಪಸ್ಥಿತರಿದ್ದರು. ಸಾಧಕ ವಿದ್ಯಾರ್ಥಿಗಳಿಗೆ ಬಹುಮಾನ ವಿತರಿಸಲಾಯಿತು. [204, 738, 478, 785]
registration-marks-center-right [596, 1440, 632, 1459]
right-kicker: ಇಂಡಿ ಗ್ರಾಮೀಣ ಪಿಎಸ್‌ಐ ಮಹೇಶ ಸಲಹೆ [672, 322, 818, 335]
kirusuddi-item1-title: ಇಂದು ಸ್ನೇಹ ಸಮ್ಮಿಲನ: ವಿವಿಧ ಕಾರ್ಯಕ್ರಮ [29, 148, 185, 161]
mbbs-photo-caption: ಹಾಸ್ಟೆಲ್ ಶುಲ್ಕ ಹಾಗೂ ಇತರ ವೆಚ್ಚಕ್ಕಾಗಿ ಚೆಕ್ ಹಸ್ತಾಂತರಿಸಿದ ಸಚಿವರು. [710, 826, 856, 834]
liquor-text: ಬಸವನಬಾಗೇವಾಡಿ: ತಾಲೂಕಿನ ಗ್ರಾಮವೊಂದರಲ್ಲಿ ಅನಧಿಕೃತವಾಗಿ ಸಾರಾಯಿ ಮಾರಾಟ ನಡೆಯುತ್ತಿದ್ದು, ಇದರಿಂದ ಕುಟುಂಬಗಳು ಬೀದಿಗೆ ಬರುತ್ತಿವೆ. ಕೂಡಲೇ ಮಾರಾಟ ನಿಷೇಧಿಸಬೇಕು ಎಂದು ಆಗ್ರಹಿಸಿ ಗ್ರಾಮದ ಮಹಿಳೆಯರು ತಹಸೀಲ್ದಾರ್ ಅವರಿಗೆ ಮನವಿ ಸಲ್ಲಿಸಿದರು. ಗ್ರಾಮದಲ್ಲಿ ಯುವಕರು ಮದ್ಯಪಾನದ ಚಟಕ್ಕೆ ಬಲಿಯಾಗುತ್ತಿದ್ದು, ಶಾಂತಿ ಭಂಗವಾಗುತ್ತಿದೆ. ಸಂಬಂಧಪಟ್ಟ ಅಧಿಕಾರಿಗಳು ತಕ್ಷಣ ಕ್ರಮ ಕೈಗೊಳ್ಳಬೇಕು ಎಂದು ಒತ್ತಾಯಿಸಿದರು. [490, 950, 704, 997]
